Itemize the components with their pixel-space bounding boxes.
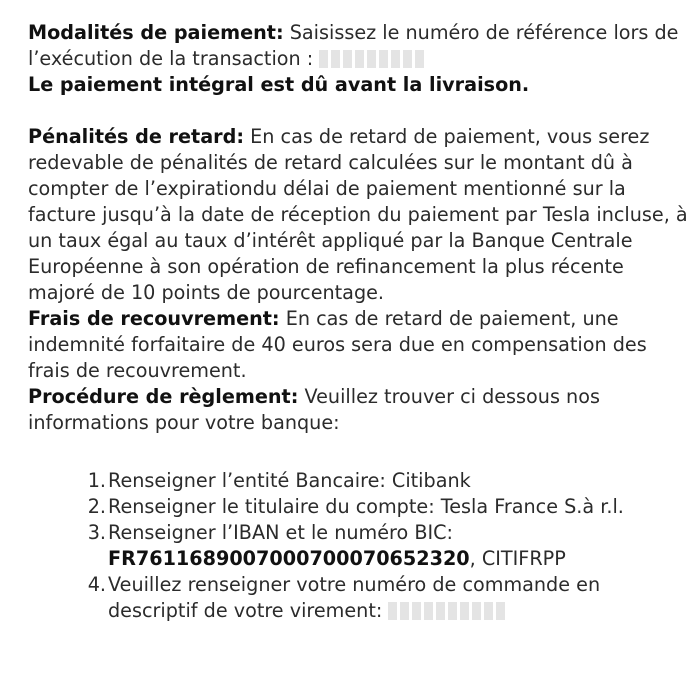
late-penalties-label: Pénalités de retard: bbox=[28, 125, 245, 148]
list-item-text: Renseigner l’IBAN et le numéro BIC: bbox=[108, 521, 453, 544]
settlement-label: Procédure de règlement: bbox=[28, 385, 299, 408]
list-item bbox=[28, 520, 688, 572]
list-item bbox=[28, 572, 688, 624]
list-item-number: 4. bbox=[87, 573, 106, 596]
list-item bbox=[28, 468, 688, 494]
bic-code: , CITIFRPP bbox=[469, 547, 566, 570]
list-item-number: 2. bbox=[87, 495, 106, 518]
list-item bbox=[28, 494, 688, 520]
spacer bbox=[28, 98, 688, 124]
redacted-order-number bbox=[388, 602, 508, 620]
late-penalties-text: En cas de retard de paiement, vous serez redevable de pénalités de retard calculées sur le montant dû à compter de l’expirationdu délai de paiement mentionné sur la facture jusqu’à la date de réception du paiement par Tesla incluse, à un taux égal au taux d’intérêt appliqué par la Banque Centrale Européenne à son opération de refinancement la plus récente majoré de 10 points de pourcentage. bbox=[28, 125, 688, 304]
payment-terms-paragraph bbox=[28, 20, 688, 72]
list-item-text: Renseigner l’entité Bancaire: Citibank bbox=[108, 469, 471, 492]
list-item-number: 1. bbox=[87, 469, 106, 492]
list-item-text: Veuillez renseigner votre numéro de commande en descriptif de votre virement: bbox=[108, 573, 601, 622]
payment-terms-document bbox=[28, 20, 688, 624]
payment-terms-label: Modalités de paiement: bbox=[28, 21, 284, 44]
full-payment-notice: Le paiement intégral est dû avant la livraison. bbox=[28, 73, 530, 96]
late-penalties-paragraph bbox=[28, 124, 688, 306]
iban-number: FR7611689007000700070652320 bbox=[108, 547, 470, 570]
list-item-number: 3. bbox=[87, 521, 106, 544]
list-item-text: Renseigner le titulaire du compte: Tesla France S.à r.l. bbox=[108, 495, 624, 518]
recovery-fees-text: En cas de retard de paiement, une indemnité forfaitaire de 40 euros sera due en compensation des frais de recouvrement. bbox=[28, 307, 647, 382]
settlement-steps-list bbox=[28, 468, 688, 624]
recovery-fees-label: Frais de recouvrement: bbox=[28, 307, 280, 330]
redacted-reference-number bbox=[319, 50, 427, 68]
settlement-paragraph bbox=[28, 384, 688, 436]
payment-terms-text: Saisissez le numéro de référence lors de l’exécution de la transaction : bbox=[28, 21, 679, 70]
recovery-fees-paragraph bbox=[28, 306, 688, 384]
settlement-text: Veuillez trouver ci dessous nos informations pour votre banque: bbox=[28, 385, 600, 434]
